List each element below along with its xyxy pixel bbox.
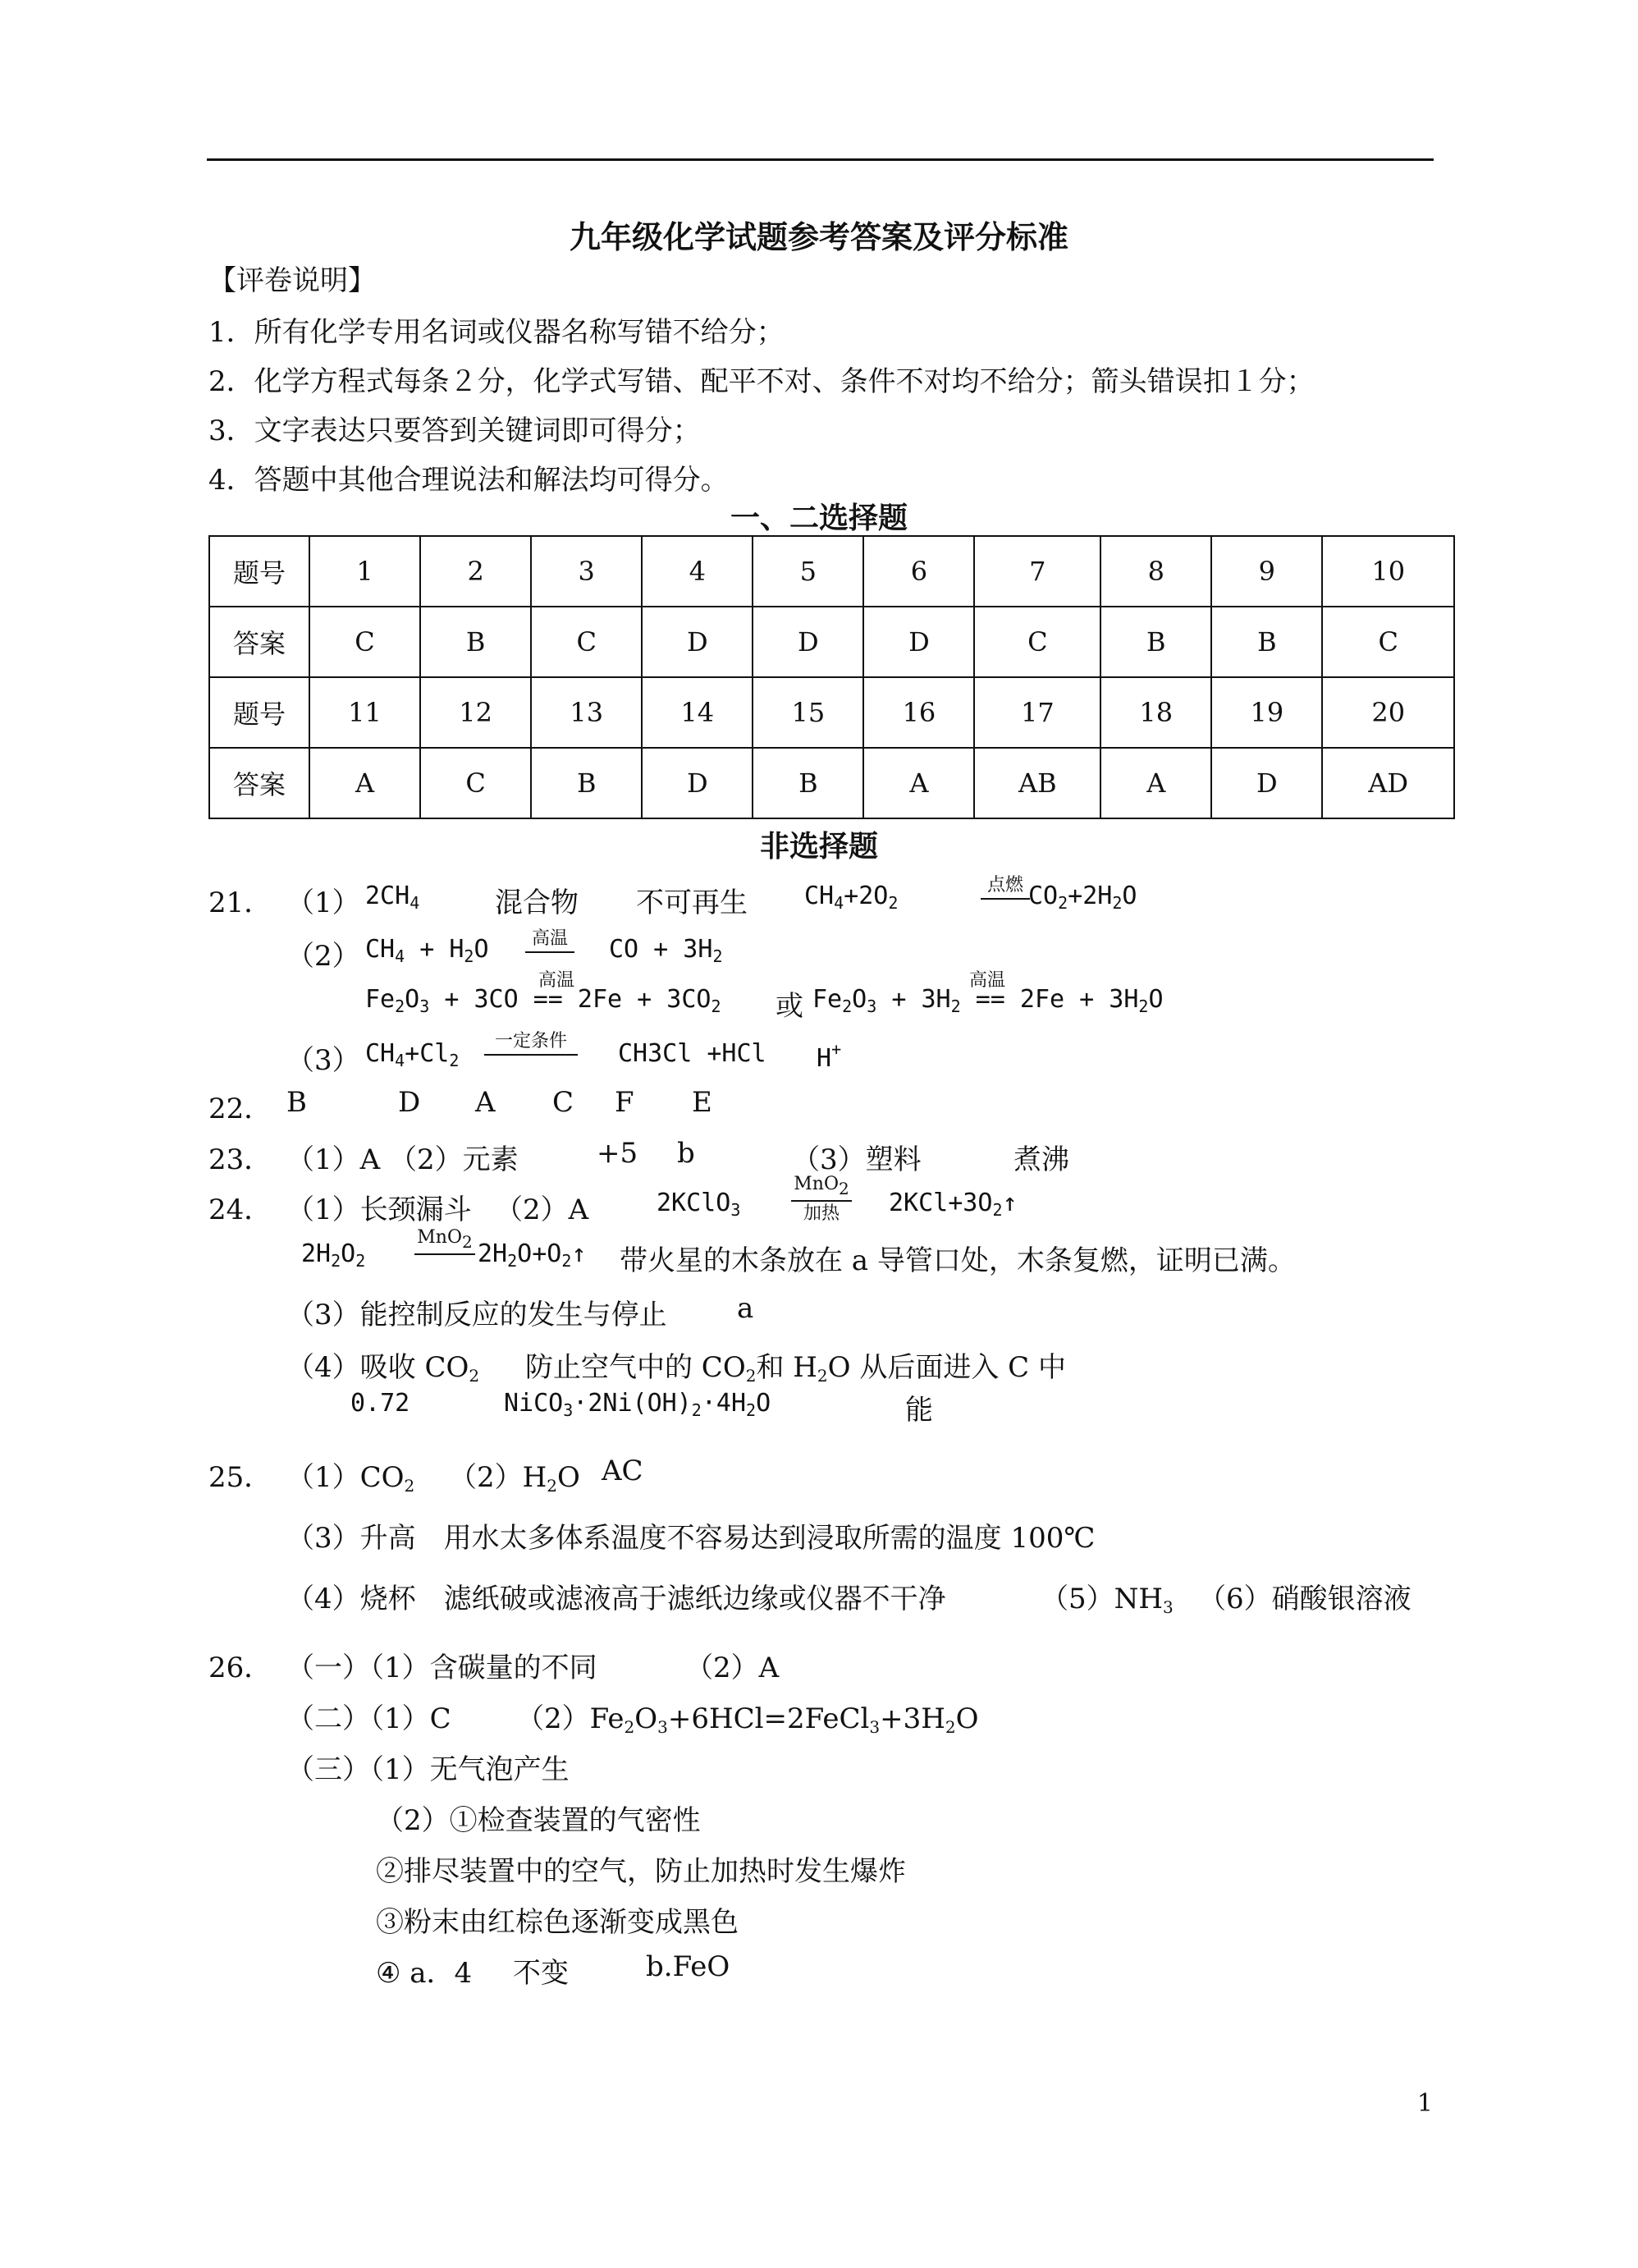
table-cell: A xyxy=(1100,748,1211,818)
equation: $Fe_2O_3 + 3H_2 == 2Fe + 3H_2O$ xyxy=(812,985,1164,1016)
instruction-item: 1．所有化学专用名词或仪器名称写错不给分； xyxy=(208,316,785,349)
equation: $CH_4 + H_2O$ xyxy=(365,935,489,966)
table-row xyxy=(209,748,1454,818)
answer-text: B xyxy=(286,1086,307,1119)
table-cell: 17 xyxy=(974,677,1100,748)
table-cell: B xyxy=(420,607,531,677)
answer-text: $2CH_4$ xyxy=(365,882,420,913)
equation: $2H_2O_2$ xyxy=(301,1239,366,1271)
answer-text: （2）①检查装置的气密性 xyxy=(376,1804,701,1837)
answer-text: （3）塑料 xyxy=(792,1143,922,1176)
answer-text: $(2)H_2O$ xyxy=(449,1461,580,1496)
reaction-condition: 高温 xyxy=(968,970,1005,991)
answer-text: +5 xyxy=(597,1137,638,1170)
equation: CH3Cl +HCl xyxy=(618,1039,766,1068)
answer-text: 不变 xyxy=(513,1957,569,1990)
answer-text: H+ xyxy=(817,1039,842,1073)
answer-text: 带火星的木条放在 a 导管口处，木条复燃，证明已满。 xyxy=(620,1244,1296,1277)
table-cell: 15 xyxy=(753,677,863,748)
answer-text: a xyxy=(737,1292,754,1325)
answer-text: E xyxy=(692,1086,712,1119)
answer-text: 不可再生 xyxy=(636,887,748,919)
table-cell: 11 xyxy=(309,677,420,748)
answer-text: 0.72 xyxy=(350,1389,410,1418)
answer-text: （6）硝酸银溶液 xyxy=(1198,1583,1412,1615)
table-cell: B xyxy=(1100,607,1211,677)
answer-text: $(5)NH_3$ xyxy=(1041,1583,1174,1617)
row-label: 答案 xyxy=(209,748,309,818)
table-cell: C xyxy=(1322,607,1454,677)
answer-text: （1）A （2）元素 xyxy=(286,1143,519,1176)
table-row xyxy=(209,607,1454,677)
answer-text: C xyxy=(552,1086,574,1119)
answer-text: 混合物 xyxy=(495,887,579,919)
reaction-condition: MnO$_2$ 加热 xyxy=(791,1175,852,1223)
table-cell: C xyxy=(420,748,531,818)
table-cell: C xyxy=(974,607,1100,677)
page-title: 九年级化学试题参考答案及评分标准 xyxy=(569,218,1068,255)
table-cell: C xyxy=(531,607,642,677)
table-cell: 4 xyxy=(642,536,753,607)
answer-text: $(1)CO_2$ xyxy=(286,1461,415,1496)
answer-text: ③粉末由红棕色逐渐变成黑色 xyxy=(376,1906,739,1939)
table-cell: D xyxy=(642,748,753,818)
table-cell: D xyxy=(642,607,753,677)
answer-text: （一）（1）含碳量的不同 xyxy=(286,1652,597,1684)
reaction-condition: 一定条件 xyxy=(484,1033,578,1056)
table-cell: 19 xyxy=(1211,677,1322,748)
answer-text: A xyxy=(475,1086,496,1119)
equation: $2H_2O+O_2↑$ xyxy=(478,1239,587,1271)
question-number: 24． xyxy=(208,1194,272,1226)
answer-text: （3）能控制反应的发生与停止 xyxy=(286,1299,667,1331)
answer-text: （2）A xyxy=(685,1652,780,1684)
part-label: （2） xyxy=(286,940,360,973)
table-cell: C xyxy=(309,607,420,677)
table-cell: AB xyxy=(974,748,1100,818)
part-label: （3） xyxy=(286,1044,360,1077)
question-number: 22． xyxy=(208,1093,272,1125)
answer-text: （三）（1）无气泡产生 xyxy=(286,1753,570,1786)
table-cell: AD xyxy=(1322,748,1454,818)
question-number: 21． xyxy=(208,887,272,919)
equation: CO + $3H_2$ xyxy=(609,935,723,966)
table-cell: 7 xyxy=(974,536,1100,607)
answer-text: （3）升高 用水太多体系温度不容易达到浸取所需的温度 100℃ xyxy=(286,1522,1096,1555)
question-number: 23． xyxy=(208,1143,272,1176)
answer-text: b.FeO xyxy=(646,1950,730,1983)
table-cell: 13 xyxy=(531,677,642,748)
answer-text: ④ a．4 xyxy=(376,1957,473,1990)
question-number: 26． xyxy=(208,1652,272,1684)
row-label: 答案 xyxy=(209,607,309,677)
top-rule xyxy=(207,158,1434,161)
section-nonchoice-title: 非选择题 xyxy=(759,829,878,864)
table-cell: D xyxy=(753,607,863,677)
part-label: （1） xyxy=(286,887,360,919)
table-row xyxy=(209,536,1454,607)
row-label: 题号 xyxy=(209,677,309,748)
answer-text: $(2)Fe_2O_3+6HCl=2FeCl_3+3H_2O$ xyxy=(516,1702,979,1737)
table-cell: D xyxy=(863,607,974,677)
answer-text: $NiCO_3\cdot 2Ni(OH)_2\cdot 4H_2O$ xyxy=(504,1389,771,1420)
table-cell: 6 xyxy=(863,536,974,607)
equation: $CH_4+2O_2$ xyxy=(804,882,899,913)
table-cell: A xyxy=(863,748,974,818)
question-number: 25． xyxy=(208,1461,272,1494)
reaction-condition: 高温 xyxy=(525,930,574,953)
answer-text: 或 xyxy=(776,990,803,1023)
section-choice-title: 一、二选择题 xyxy=(730,501,908,535)
answer-text: （2）A xyxy=(495,1194,589,1226)
instruction-item: 2．化学方程式每条２分，化学式写错、配平不对、条件不对均不给分；箭头错误扣１分； xyxy=(208,365,1315,398)
row-label: 题号 xyxy=(209,536,309,607)
equation: 2KClO$_3$ xyxy=(657,1189,741,1220)
equation: $CH_4+Cl_2$ xyxy=(365,1039,460,1070)
instructions-heading: 【评卷说明】 xyxy=(208,264,376,297)
answer-table xyxy=(208,535,1455,819)
instruction-item: 3．文字表达只要答到关键词即可得分； xyxy=(208,415,701,447)
answer-text: AC xyxy=(602,1455,643,1487)
table-cell: 20 xyxy=(1322,677,1454,748)
table-cell: 14 xyxy=(642,677,753,748)
table-cell: D xyxy=(1211,748,1322,818)
answer-text: D xyxy=(398,1086,421,1119)
answer-text: （4）吸收 $CO_2$ xyxy=(286,1351,480,1386)
reaction-condition: MnO$_2$ xyxy=(414,1229,475,1255)
table-cell: 16 xyxy=(863,677,974,748)
table-cell: B xyxy=(531,748,642,818)
answer-text: （1）长颈漏斗 xyxy=(286,1194,472,1226)
table-cell: A xyxy=(309,748,420,818)
table-cell: B xyxy=(753,748,863,818)
equation: $Fe_2O_3 + 3CO == 2Fe + 3CO_2$ xyxy=(365,985,721,1016)
answer-text: b xyxy=(677,1137,695,1170)
table-cell: 5 xyxy=(753,536,863,607)
answer-text: （4）烧杯 滤纸破或滤液高于滤纸边缘或仪器不干净 xyxy=(286,1583,946,1615)
table-cell: 2 xyxy=(420,536,531,607)
reaction-condition: 点燃 xyxy=(981,877,1030,900)
answer-text: （二）（1）C xyxy=(286,1702,451,1735)
table-cell: B xyxy=(1211,607,1322,677)
table-cell: 10 xyxy=(1322,536,1454,607)
answer-text: 能 xyxy=(905,1394,933,1427)
table-cell: 3 xyxy=(531,536,642,607)
table-row xyxy=(209,677,1454,748)
table-cell: 18 xyxy=(1100,677,1211,748)
reaction-condition: 高温 xyxy=(538,970,574,991)
answer-text: 防止空气中的 $CO_2$和 $H_2O$ 从后面进入 C 中 xyxy=(525,1351,1066,1386)
table-cell: 1 xyxy=(309,536,420,607)
table-cell: 12 xyxy=(420,677,531,748)
equation: $2KCl+3O_2↑$ xyxy=(889,1189,1018,1220)
page-number: 1 xyxy=(1416,2089,1433,2118)
table-cell: 9 xyxy=(1211,536,1322,607)
table-cell: 8 xyxy=(1100,536,1211,607)
equation: $CO_2+2H_2O$ xyxy=(1028,882,1137,913)
answer-text: 煮沸 xyxy=(1013,1143,1069,1176)
instruction-item: 4．答题中其他合理说法和解法均可得分。 xyxy=(208,464,729,497)
answer-text: F xyxy=(615,1086,634,1119)
answer-text: ②排尽装置中的空气，防止加热时发生爆炸 xyxy=(376,1855,906,1888)
